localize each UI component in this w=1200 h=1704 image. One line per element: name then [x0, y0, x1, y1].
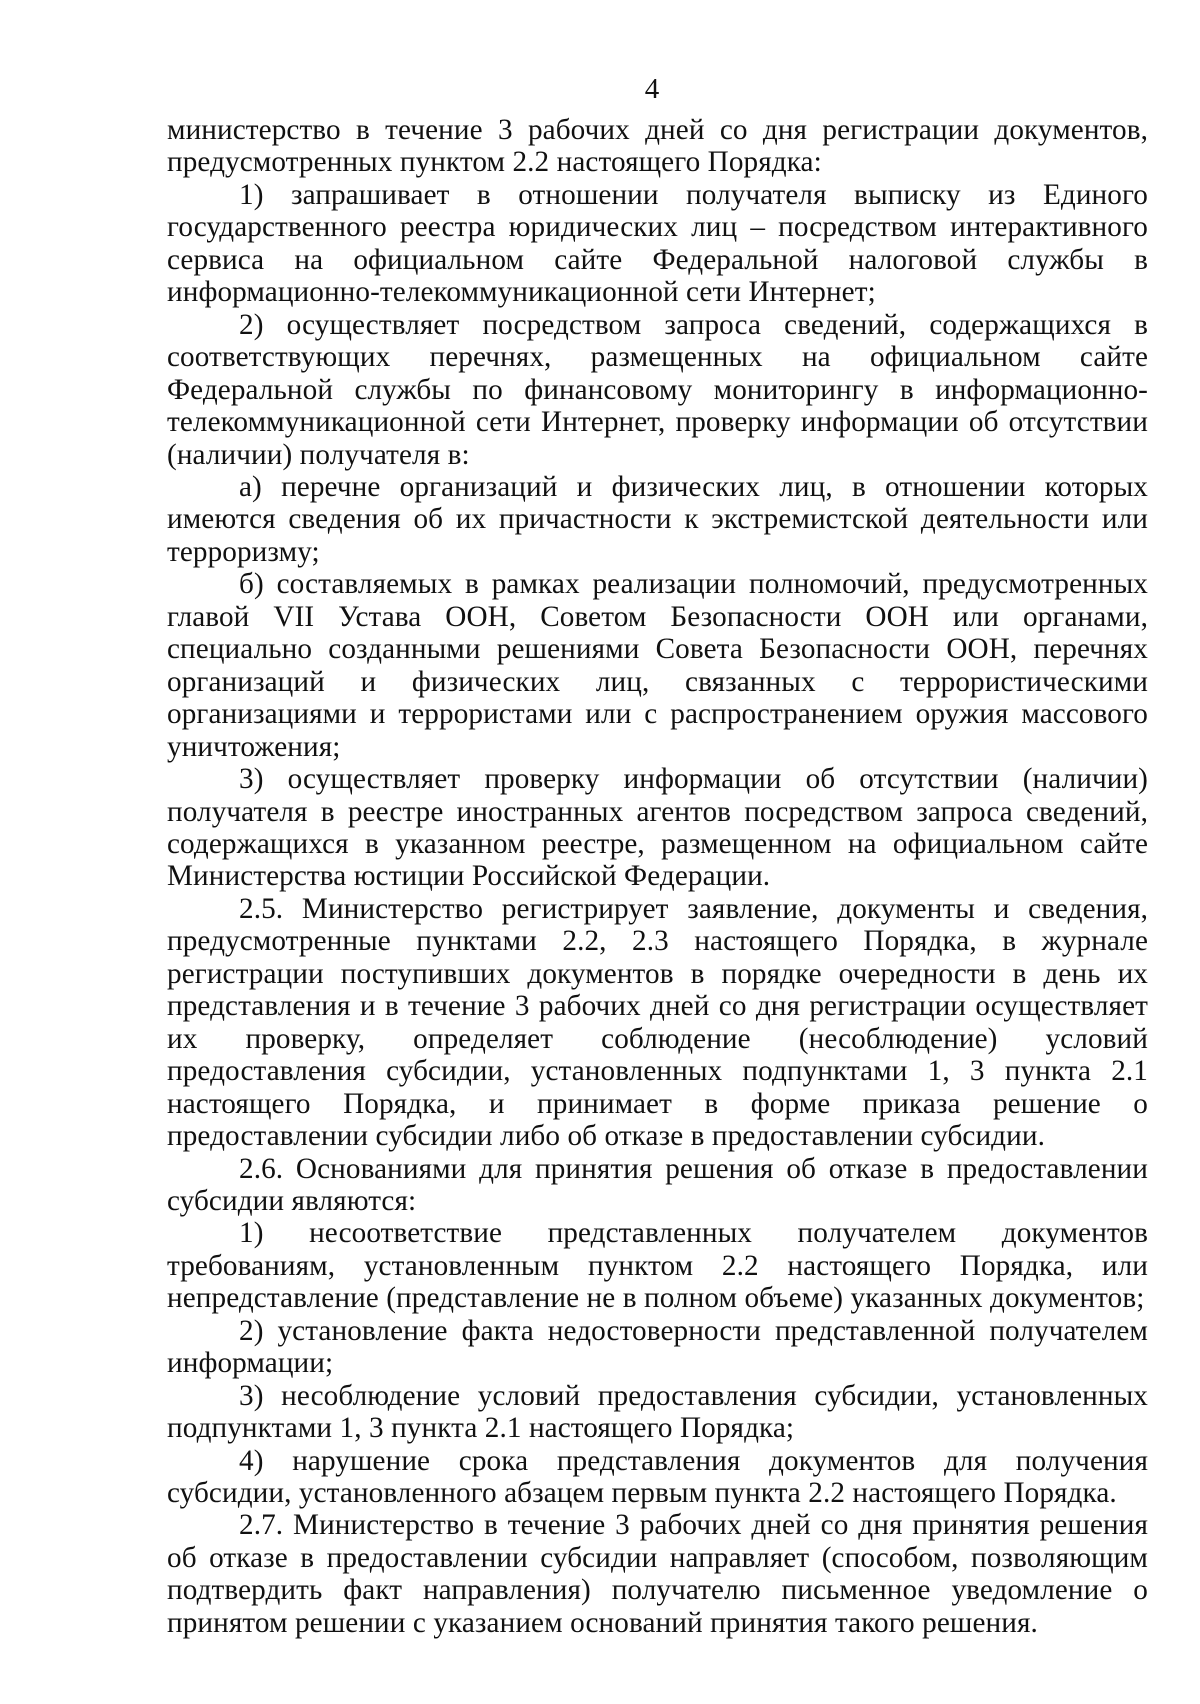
paragraph-refusal-ground-2: 2) установление факта недостоверности представленной получателем информации; — [167, 1314, 1148, 1380]
document-body — [167, 114, 1148, 1639]
page-number — [52, 72, 1200, 106]
paragraph-intro: министерство в течение 3 рабочих дней со дня регистрации документов, предусмотренных пунктом 2.2 настоящего Порядка: — [167, 114, 1148, 179]
paragraph-section-2-6: 2.6. Основаниями для принятия решения об отказе в предоставлении субсидии являются: — [167, 1152, 1148, 1217]
paragraph-section-2-5: 2.5. Министерство регистрирует заявление, документы и сведения, предусмотренные пунктами 2.2, 2.3 настоящего Порядка, в журнале регистрации поступивших документов в порядке очередности в день их представления и в течение 3 рабочих дней со дня регистрации осуществляет их проверку, определяет соблюдение (несоблюдение) условий предоставления субсидии, установленных подпунктами 1, 3 пункта 2.1 настоящего Порядка, и принимает в форме приказа решение о предоставлении субсидии либо об отказе в предоставлении субсидии. — [167, 892, 1148, 1153]
paragraph-item-3-foreign-agents: 3) осуществляет проверку информации об отсутствии (наличии) получателя в реестре иностранных агентов посредством запроса сведений, содержащихся в указанном реестре, размещенном на официальном сайте Министерства юстиции Российской Федерации. — [167, 763, 1148, 893]
paragraph-subitem-a: а) перечне организаций и физических лиц, в отношении которых имеются сведения об их причастности к экстремистской деятельности или терроризму; — [167, 470, 1148, 568]
paragraph-refusal-ground-3: 3) несоблюдение условий предоставления субсидии, установленных подпунктами 1, 3 пункта 2.1 настоящего Порядка; — [167, 1379, 1148, 1445]
paragraph-refusal-ground-4: 4) нарушение срока представления документов для получения субсидии, установленного абзацем первым пункта 2.2 настоящего Порядка. — [167, 1444, 1148, 1510]
page-number-text: 4 — [644, 73, 660, 105]
paragraph-refusal-ground-1: 1) несоответствие представленных получателем документов требованиям, установленным пунктом 2.2 настоящего Порядка, или непредставление (представление не в полном объеме) указанных документов; — [167, 1217, 1148, 1315]
paragraph-item-1-egrul: 1) запрашивает в отношении получателя выписку из Единого государственного реестра юридических лиц – посредством интерактивного сервиса на официальном сайте Федеральной налоговой службы в информационно-телекоммуникационной сети Интернет; — [167, 178, 1148, 309]
paragraph-item-2-rosfinmonitoring: 2) осуществляет посредством запроса сведений, содержащихся в соответствующих перечнях, размещенных на официальном сайте Федеральной службы по финансовому мониторингу в информационно-телекоммуникационной сети Интернет, проверку информации об отсутствии (наличии) получателя в: — [167, 308, 1148, 471]
paragraph-section-2-7: 2.7. Министерство в течение 3 рабочих дней со дня принятия решения об отказе в предоставлении субсидии направляет (способом, позволяющим подтвердить факт направления) получателю письменное уведомление о принятом решении с указанием оснований принятия такого решения. — [167, 1509, 1148, 1639]
paragraph-subitem-b: б) составляемых в рамках реализации полномочий, предусмотренных главой VII Устава ООН, Советом Безопасности ООН или органами, специально созданными решениями Совета Безопасности ООН, перечнях организаций и физических лиц, связанных с террористическими организациями и террористами или с распространением оружия массового уничтожения; — [167, 568, 1148, 763]
